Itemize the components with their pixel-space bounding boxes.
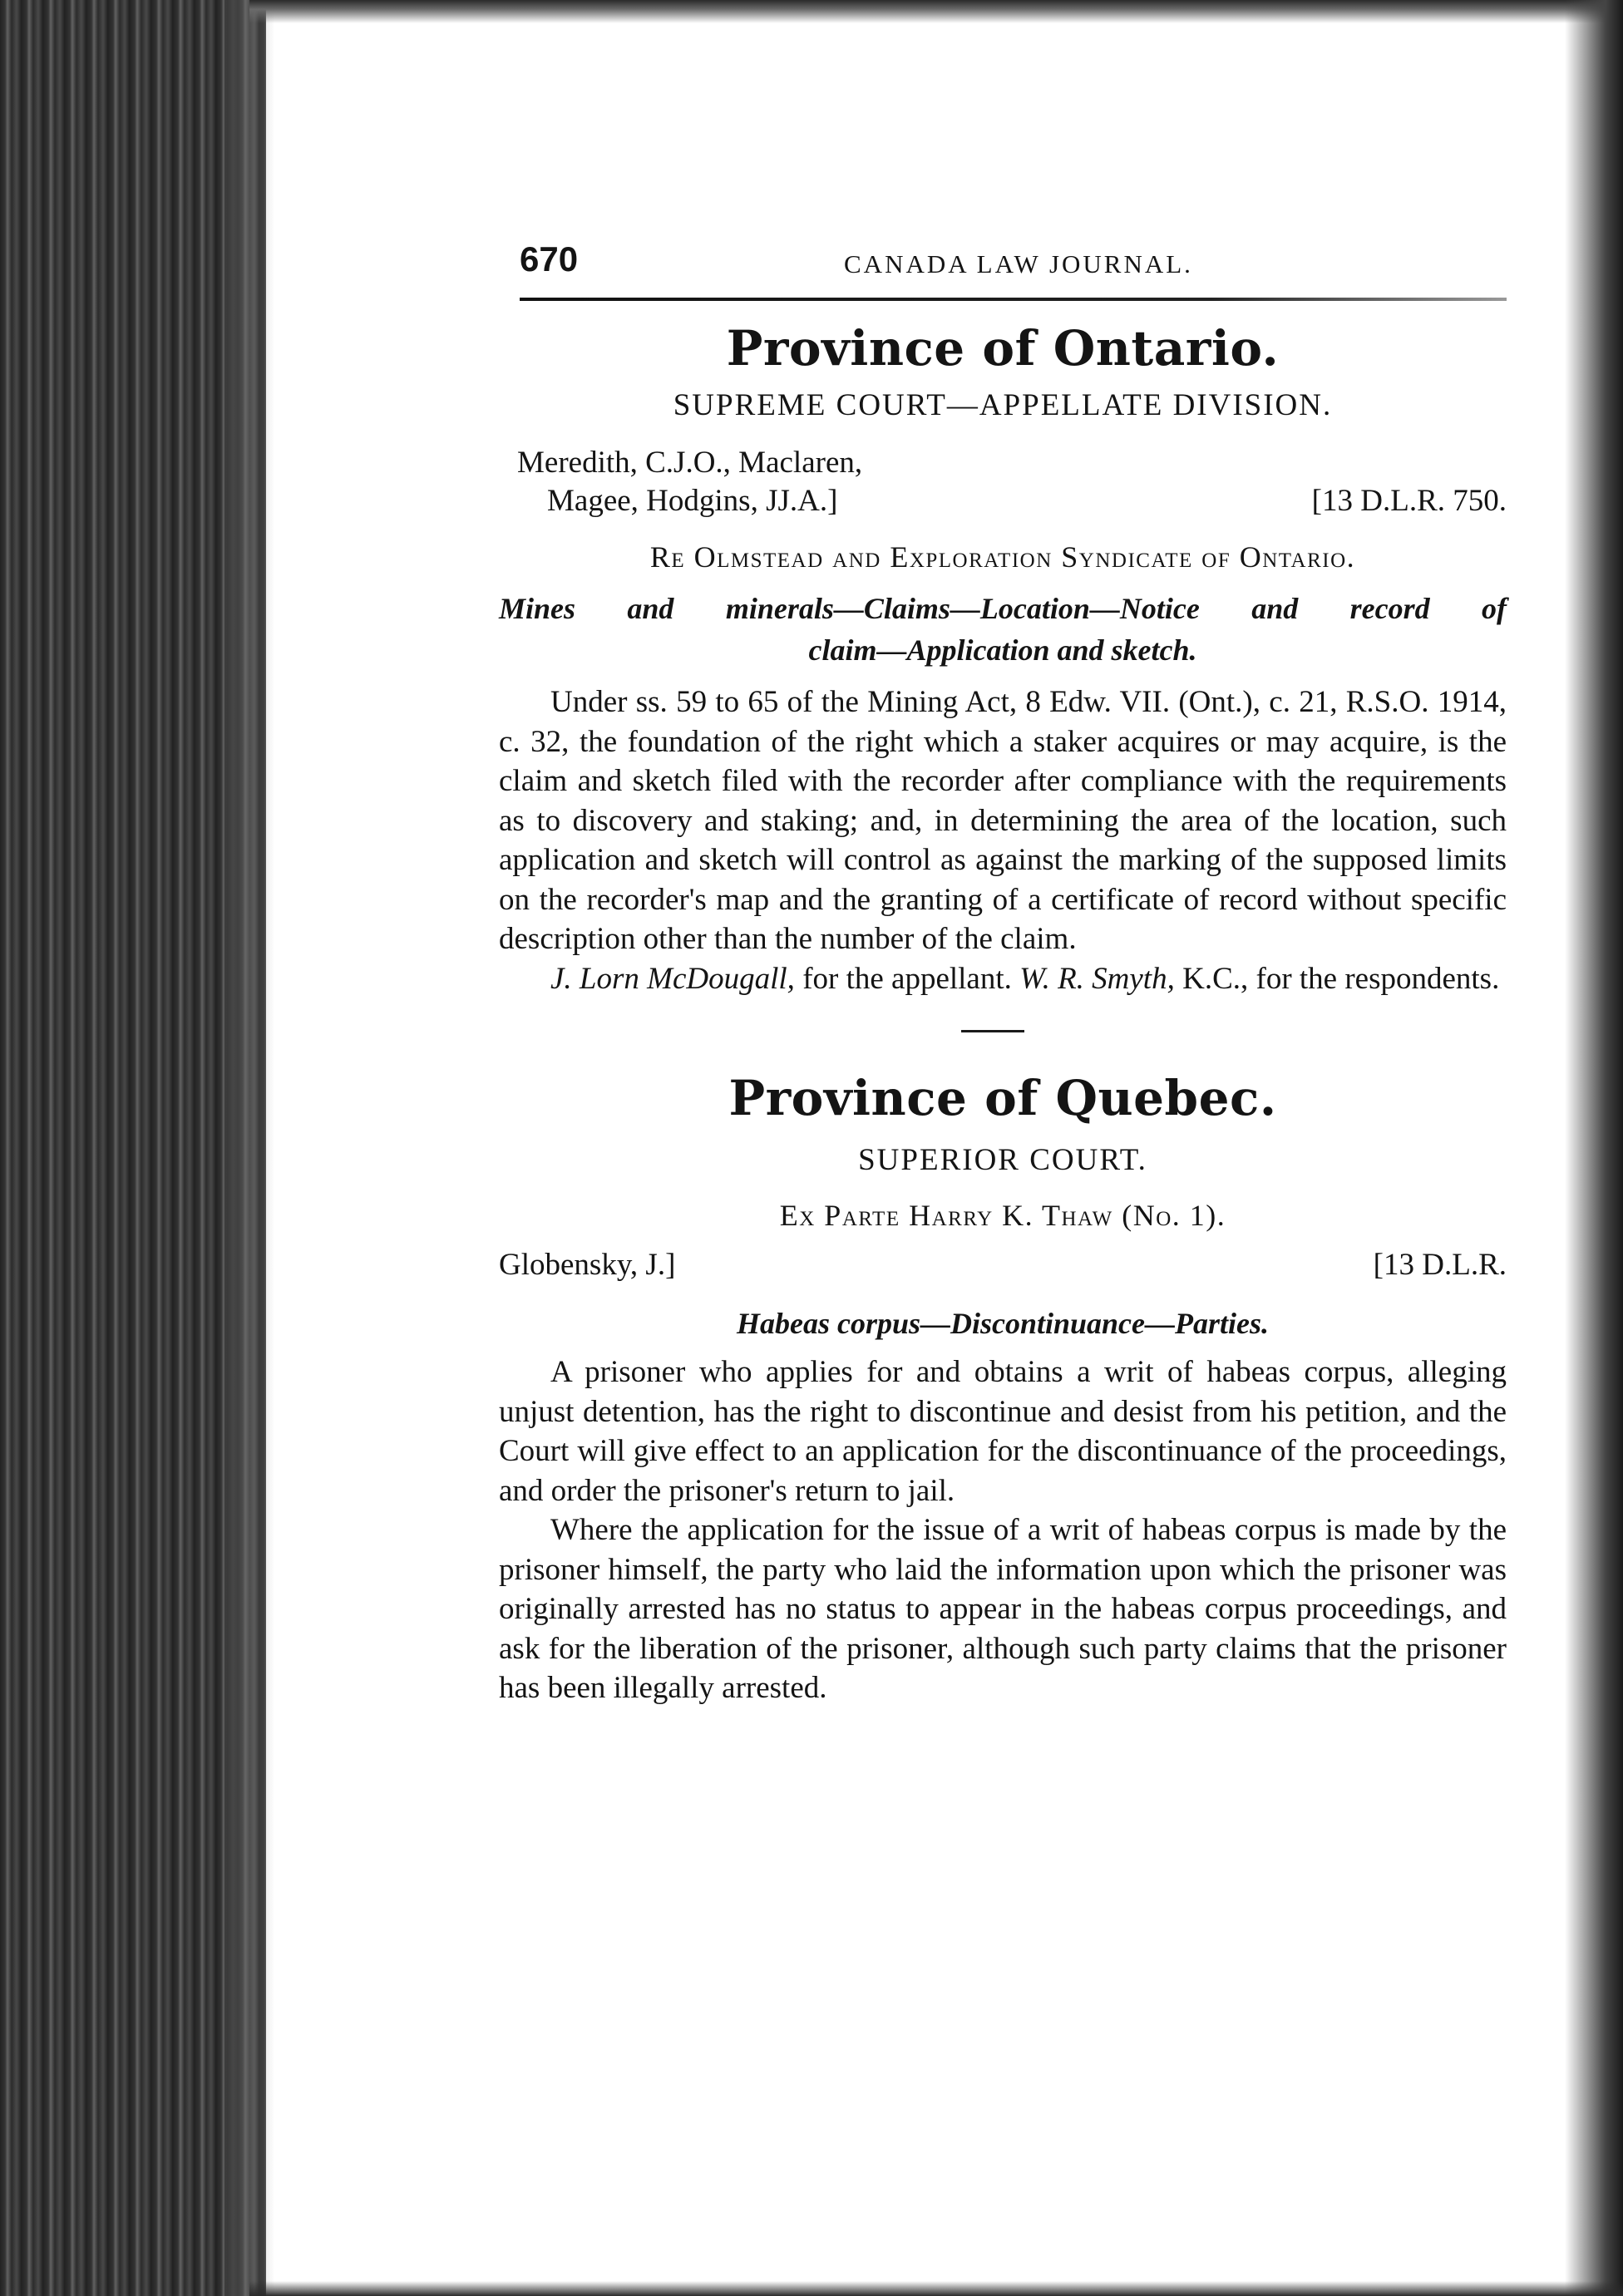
- quebec-province-heading: Province of Quebec.: [728, 1070, 1277, 1127]
- counsel-respondent-role: K.C., for the respondents.: [1174, 961, 1500, 996]
- page-header: [499, 224, 1507, 291]
- ontario-judges: [499, 444, 1507, 521]
- ontario-judges-line1: Meredith, C.J.O., Maclaren,: [517, 446, 863, 480]
- counsel-appellant-name: J. Lorn McDougall,: [550, 961, 795, 996]
- quebec-judges: [499, 1246, 1507, 1288]
- ontario-headnote-line1: Mines and minerals—Claims—Location—Notice and record of: [499, 591, 1507, 625]
- ontario-court-name: SUPREME COURT—APPELLATE DIVISION.: [673, 387, 1333, 422]
- running-title: CANADA LAW JOURNAL.: [844, 249, 1193, 278]
- ontario-province-heading: Province of Ontario.: [726, 320, 1280, 377]
- page-number: 670: [520, 239, 579, 278]
- quebec-court-name: SUPERIOR COURT.: [858, 1143, 1147, 1178]
- scan-binding-shadow: [0, 0, 266, 2296]
- section-divider: [961, 1030, 1024, 1032]
- ontario-paragraph: Under ss. 59 to 65 of the Mining Act, 8 Edw. VII. (Ont.), c. 21, R.S.O. 1914, c. 32, the foundation of the right which a staker acquires or may acquire, is the claim and sketch filed with the recorder after compliance with the requirements as to discovery and staking; and, in determining the area of the location, such application and sketch will control as against the marking of the supposed limits on the recorder's map and the granting of a certificate of record without specific description other than the number of the claim.: [499, 685, 1507, 957]
- quebec-paragraph-1: A prisoner who applies for and obtains a writ of habeas corpus, alleging unjust detention, has the right to discontinue and desist from his petition, and the Court will give effect to an application for the discontinuance of the proceedings, and order the prisoner's return to jail.: [499, 1355, 1507, 1508]
- quebec-citation: [13 D.L.R.: [1373, 1247, 1507, 1282]
- quebec-section: [499, 1072, 1507, 1707]
- counsel-appellant-role: for the appellant.: [794, 961, 1020, 996]
- ontario-headnote-line2: claim—Application and sketch.: [808, 633, 1197, 668]
- ontario-judges-line2: Magee, Hodgins, JJ.A.]: [547, 484, 838, 519]
- header-rule: [520, 298, 1507, 301]
- quebec-headnote: Habeas corpus—Discontinuance—Parties.: [736, 1306, 1270, 1340]
- quebec-judge: Globensky, J.]: [499, 1247, 676, 1282]
- journal-page: [499, 224, 1507, 1708]
- ontario-section: [499, 320, 1507, 998]
- scan-right-edge: [1565, 0, 1623, 2296]
- ontario-citation: [13 D.L.R. 750.: [1311, 484, 1507, 519]
- counsel-respondent-name: W. R. Smyth,: [1019, 961, 1175, 996]
- scan-bottom-edge: [249, 2281, 1623, 2296]
- quebec-case-title: Ex Parte Harry K. Thaw (No. 1).: [779, 1198, 1226, 1232]
- ontario-case-title: Re Olmstead and Exploration Syndicate of Ontario.: [649, 540, 1356, 574]
- ontario-headnote: [499, 588, 1507, 672]
- quebec-paragraph-2: Where the application for the issue of a writ of habeas corpus is made by the prisoner himself, the party who laid the information upon which the prisoner was originally arrested has no status to appear in the habeas corpus proceedings, and ask for the liberation of the prisoner, although such party claims that the prisoner has been illegally arrested.: [499, 1513, 1507, 1706]
- scan-top-edge: [249, 0, 1623, 23]
- ontario-counsel: [499, 959, 1507, 999]
